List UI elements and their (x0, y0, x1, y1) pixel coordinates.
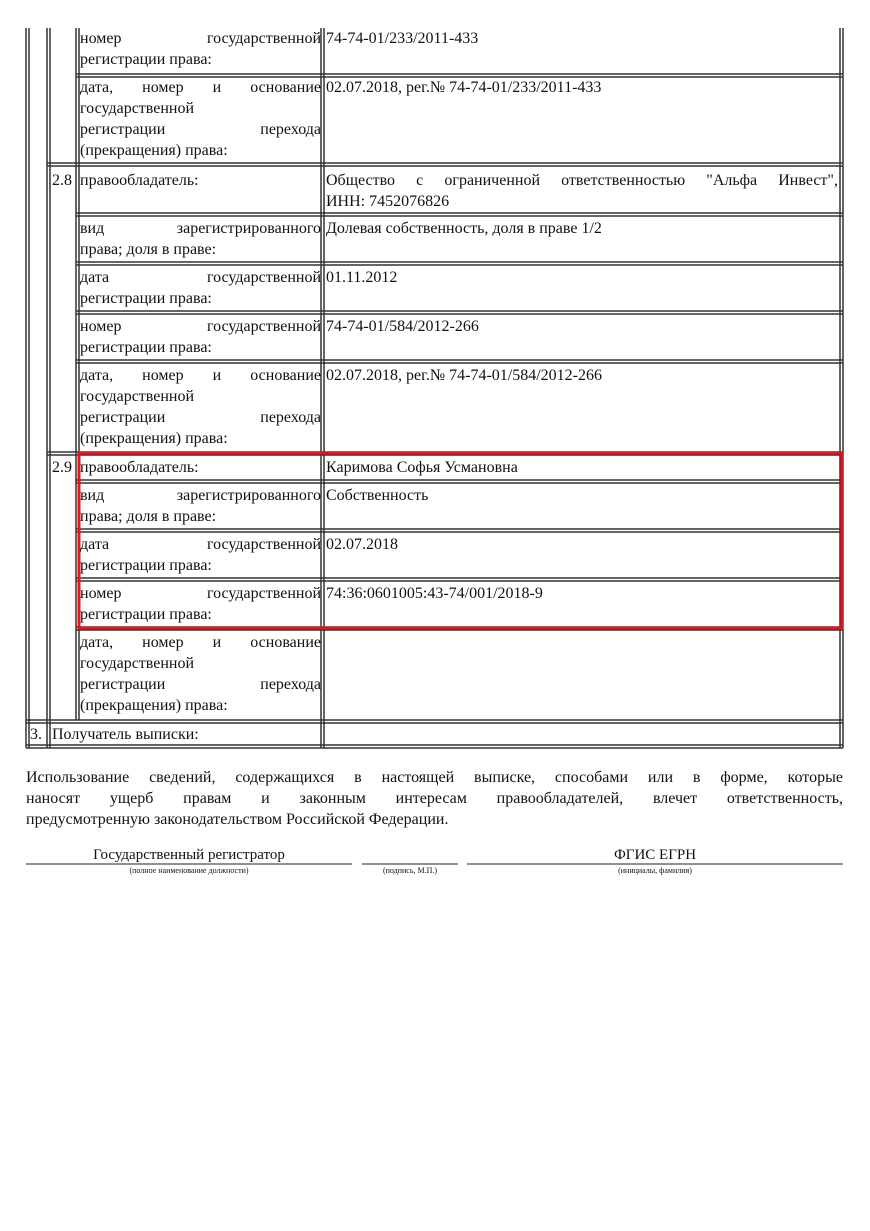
row-right-type-value: Собственность (326, 487, 429, 504)
recipient-label: Получатель выписки: (52, 726, 199, 743)
row-reg-number-value: 74-74-01/233/2011-433 (326, 30, 479, 47)
row-transfer-basis-value: 02.07.2018, рег.№ 74-74-01/584/2012-266 (326, 367, 602, 384)
row-reg-date-value: 01.11.2012 (326, 269, 398, 286)
row-holder-label: правообладатель: (80, 172, 199, 189)
row-reg-number-label: номер государственной регистрации права: (80, 30, 321, 68)
signature-name-caption: (инициалы, фамилия) (618, 866, 692, 875)
row-transfer-basis-value: 02.07.2018, рег.№ 74-74-01/233/2011-433 (326, 79, 602, 96)
section-number-3: 3. (30, 726, 42, 743)
row-reg-number-label: номер государственной регистрации права: (80, 585, 321, 623)
signature-position: Государственный регистратор (93, 847, 285, 863)
row-reg-date-value: 02.07.2018 (326, 536, 398, 553)
signature-name: ФГИС ЕГРН (613, 847, 697, 863)
row-transfer-basis-label: дата, номер и основание государственной регистрации перехода (прекращения) права: (80, 79, 321, 159)
row-right-type-label: вид зарегистрированного права; доля в праве: (80, 220, 321, 258)
row-right-type-value: Долевая собственность, доля в праве 1/2 (326, 220, 602, 237)
signature-sign-caption: (подпись, М.П.) (382, 866, 438, 875)
row-reg-number-value: 74-74-01/584/2012-266 (326, 318, 479, 335)
row-holder-label: правообладатель: (80, 459, 199, 476)
row-reg-number-value: 74:36:0601005:43-74/001/2018-9 (326, 585, 543, 602)
row-transfer-basis-label: дата, номер и основание государственной регистрации перехода (прекращения) права: (80, 367, 321, 447)
legal-notice: Использование сведений, содержащихся в настоящей выписке, способами или в форме, которые наносят ущерб правам и законным интересам правообладателей, влечет ответственность, предусмотренную законодательством Российской Федерации. (26, 769, 843, 828)
row-holder-value: Общество с ограниченной ответственностью "Альфа Инвест", ИНН: 7452076826 (326, 172, 838, 210)
row-reg-date-label: дата государственной регистрации права: (80, 269, 321, 307)
row-transfer-basis-label: дата, номер и основание государственной регистрации перехода (прекращения) права: (80, 634, 321, 714)
signature-position-caption: (полное наименование должности) (129, 866, 249, 875)
row-reg-number-label: номер государственной регистрации права: (80, 318, 321, 356)
row-holder-value: Каримова Софья Усмановна (326, 459, 518, 476)
row-reg-date-label: дата государственной регистрации права: (80, 536, 321, 574)
section-number-2-9: 2.9 (52, 459, 72, 476)
row-right-type-label: вид зарегистрированного права; доля в праве: (80, 487, 321, 525)
section-number-2-8: 2.8 (52, 172, 72, 189)
